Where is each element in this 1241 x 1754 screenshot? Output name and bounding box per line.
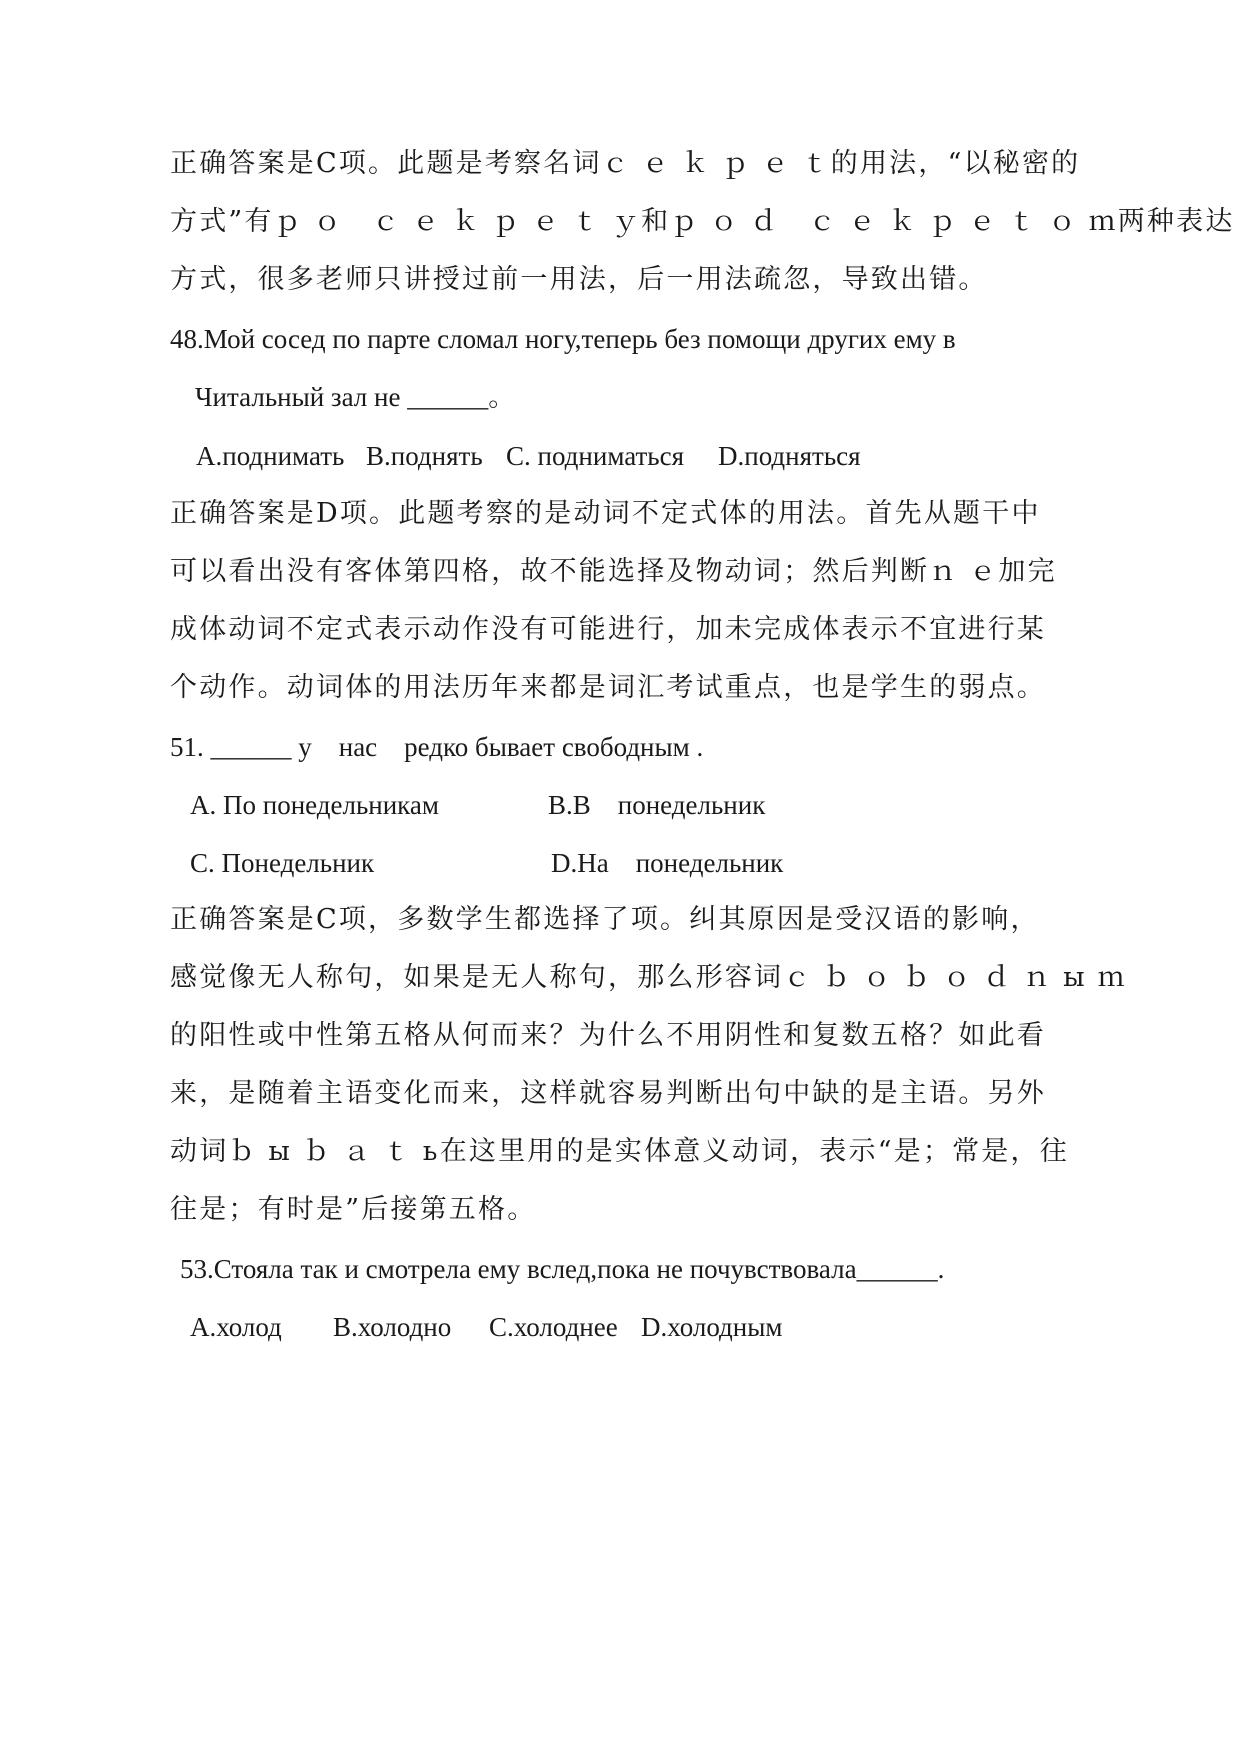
explanation-q47-line-3: 方式，很多老师只讲授过前一用法，后一用法疏忽，导致出错。 bbox=[170, 264, 988, 295]
explanation-q48-line-4: 个动作。动词体的用法历年来都是词汇考试重点，也是学生的弱点。 bbox=[170, 672, 1046, 703]
explanation-q51-line-1: 正确答案是C项，多数学生都选择了项。纠其原因是受汉语的影响， bbox=[170, 904, 1040, 935]
question-48-option-a: A.поднимать bbox=[196, 441, 345, 471]
question-53-option-d: D.холодным bbox=[641, 1312, 783, 1342]
question-48-stem-line-2: Читальный зал не ______。 bbox=[195, 382, 516, 412]
explanation-q51-line-6: 往是；有时是”后接第五格。 bbox=[170, 1194, 537, 1225]
explanation-q51-line-2: 感觉像无人称句，如果是无人称句，那么形容词ｃ ｂ ｏ ｂ ｏ ｄ ｎ ы ｍ bbox=[170, 962, 1127, 993]
explanation-q48-line-1: 正确答案是D项。此题考察的是动词不定式体的用法。首先从题干中 bbox=[170, 498, 1041, 529]
question-51-stem: 51. ______ у нас редко бывает свободным . bbox=[170, 732, 704, 762]
question-53-option-a: A.холод bbox=[190, 1312, 282, 1342]
question-51-option-a: A. По понедельникам bbox=[190, 790, 439, 820]
explanation-q48-line-2: 可以看出没有客体第四格，故不能选择及物动词；然后判断ｎ ｅ加完 bbox=[170, 556, 1057, 587]
question-51-option-d: D.На понедельник bbox=[551, 848, 784, 878]
question-53-option-c: C.холоднее bbox=[489, 1312, 618, 1342]
explanation-q48-line-3: 成体动词不定式表示动作没有可能进行，加未完成体表示不宜进行某 bbox=[170, 614, 1046, 645]
question-53-option-b: B.холодно bbox=[333, 1312, 452, 1342]
explanation-q51-line-5: 动词ｂ ы ｂ ａ ｔ ь在这里用的是实体意义动词，表示“是；常是，往 bbox=[170, 1136, 1069, 1167]
question-48-option-d: D.подняться bbox=[718, 441, 861, 471]
explanation-q51-line-4: 来，是随着主语变化而来，这样就容易判断出句中缺的是主语。另外 bbox=[170, 1078, 1046, 1109]
explanation-q51-line-3: 的阳性或中性第五格从何而来？为什么不用阴性和复数五格？如此看 bbox=[170, 1020, 1046, 1051]
question-48-option-b: B.поднять bbox=[366, 441, 483, 471]
question-53-stem: 53.Стояла так и смотрела ему вслед,пока не почувствовала______. bbox=[180, 1254, 945, 1284]
explanation-q47-line-2: 方式”有ｐ ｏ ｃ ｅ ｋ ｐ ｅ ｔ ｙ和ｐ ｏ ｄ ｃ ｅ ｋ ｐ ｅ ｔ ｏ ｍ两种表达 bbox=[170, 206, 1235, 237]
question-48-option-c: C. подниматься bbox=[506, 441, 685, 471]
question-51-option-c: C. Понедельник bbox=[190, 848, 375, 878]
question-51-option-b: B.В понедельник bbox=[548, 790, 766, 820]
explanation-q47-line-1: 正确答案是C项。此题是考察名词ｃ ｅ ｋ ｐ ｅ ｔ的用法，“以秘密的 bbox=[170, 148, 1081, 179]
question-48-stem-line-1: 48.Мой сосед по парте сломал ногу,теперь без помощи других ему в bbox=[170, 324, 956, 354]
